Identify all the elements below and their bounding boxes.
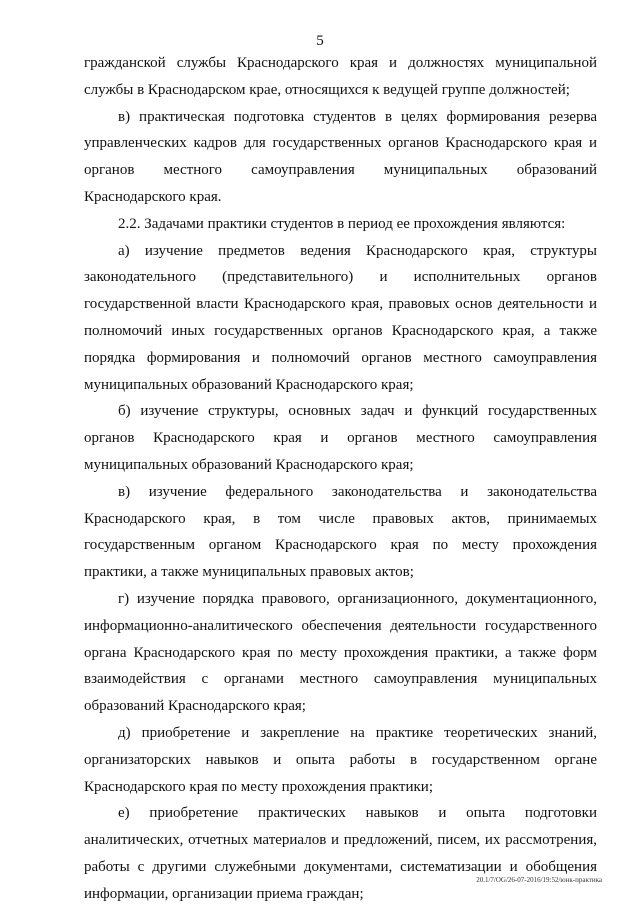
paragraph-task-b: б) изучение структуры, основных задач и функций государственных органов Краснодарского края и органов местного самоуправления муниципальных образований Краснодарского края; <box>84 403 597 473</box>
footer-document-stamp: 20.1/7/OG/26-07-2016/19:52/юнк-практика <box>476 876 602 884</box>
paragraph-item-v-practical-training: в) практическая подготовка студентов в целях формирования резерва управленческих кадров для государственных органов Краснодарского края и органов местного самоуправления муниципальных образований Краснодарского края. <box>84 108 597 205</box>
paragraph-continuation: гражданской службы Краснодарского края и должностях муниципальной службы в Краснодарском крае, относящихся к ведущей группе должностей; <box>84 55 597 98</box>
document-body <box>84 50 597 908</box>
page-number: 5 <box>316 33 324 49</box>
paragraph-task-e: е) приобретение практических навыков и опыта подготовки аналитических, отчетных материалов и предложений, писем, их рассмотрения, работы с другими служебными документами, систематизации и обобщения информации, организации приема граждан; <box>84 805 597 902</box>
paragraph-task-d: д) приобретение и закрепление на практике теоретических знаний, организаторских навыков и опыта работы в государственном органе Краснодарского края по месту прохождения практики; <box>84 724 597 795</box>
paragraph-task-g: г) изучение порядка правового, организационного, документационного, информационно-аналитического обеспечения деятельности государственного органа Краснодарского края по месту прохождения практики, а также форм взаимодействия с органами местного самоуправления муниципальных образований Краснодарского края; <box>84 590 597 715</box>
paragraph-section-2-2: 2.2. Задачами практики студентов в период ее прохождения являются: <box>118 215 566 232</box>
paragraph-task-a: а) изучение предметов ведения Краснодарского края, структуры законодательного (представительного) и исполнительных органов государственной власти Краснодарского края, правовых основ деятельности и полномочий иных государственных органов Краснодарского края, а также порядка формирования и полномочий органов местного самоуправления муниципальных образований Краснодарского края; <box>84 242 597 393</box>
paragraph-task-v: в) изучение федерального законодательства и законодательства Краснодарского края, в том числе правовых актов, принимаемых государственным органом Краснодарского края по месту прохождения практики, а также муниципальных правовых актов; <box>84 483 597 581</box>
